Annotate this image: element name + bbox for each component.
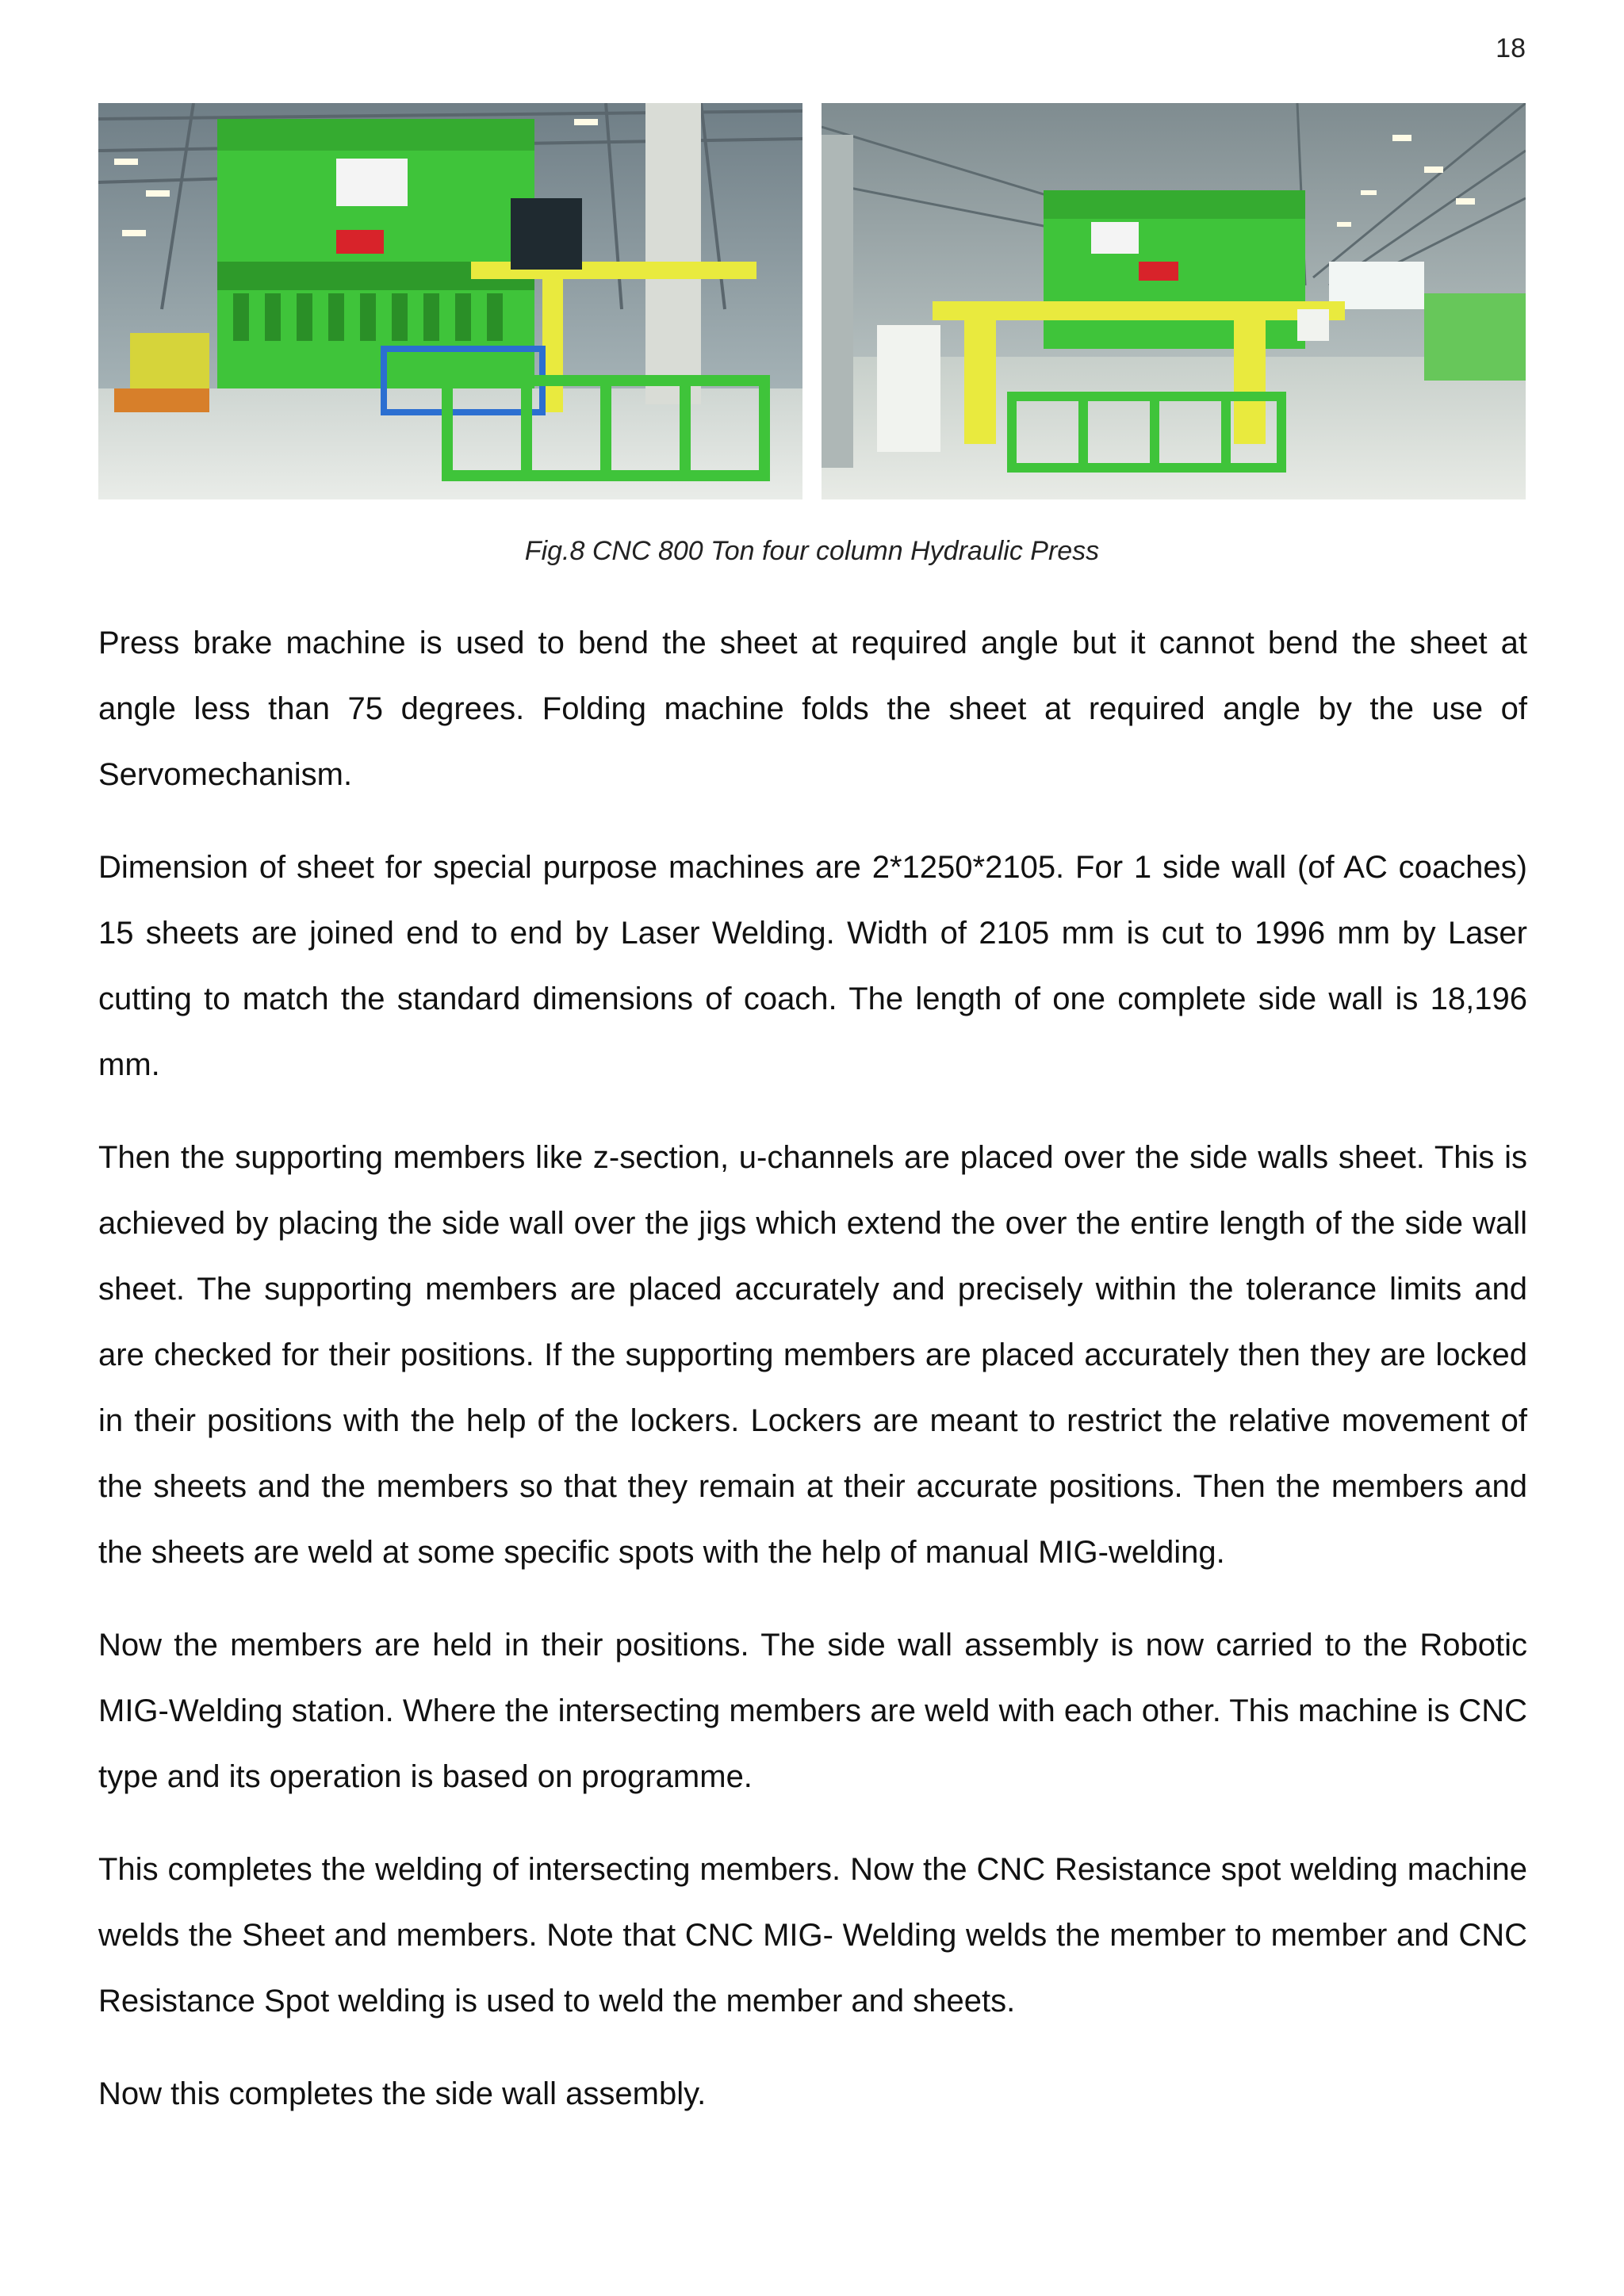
hydraulic-press-illustration-left [98,103,802,499]
figure-caption: Fig.8 CNC 800 Ton four column Hydraulic Press [524,536,1100,566]
hydraulic-press-photo-left [98,103,802,499]
paragraph-press-brake: Press brake machine is used to bend the sheet at required angle but it cannot bend the sheet at angle less than 75 degrees. Folding machine folds the sheet at required angle by the use of Servomechanism. [98,626,1527,792]
paragraph-robotic-mig-welding: Now the members are held in their positions. The side wall assembly is now carried to the Robotic MIG-Welding station. Where the intersecting members are weld with each other. This machine is CNC type and its operation is based on programme. [98,1628,1527,1794]
page-number: 18 [1496,33,1526,63]
paragraph-sheet-dimensions: Dimension of sheet for special purpose machines are 2*1250*2105. For 1 side wall (of AC coaches) 15 sheets are joined end to end by Laser Welding. Width of 2105 mm is cut to 1996 mm by Laser cutting to match the standard dimensions of coach. The length of one complete side wall is 18,196 mm. [98,850,1527,1082]
figure [98,103,1526,499]
body-text [98,610,1527,2154]
hydraulic-press-photo-right [822,103,1526,499]
paragraph-conclusion: Now this completes the side wall assembly. [98,2076,707,2111]
paragraph-resistance-spot-welding: This completes the welding of intersecting members. Now the CNC Resistance spot welding machine welds the Sheet and members. Note that CNC MIG- Welding welds the member to member and CNC Resistance Spot welding is used to weld the member and sheets. [98,1852,1527,2019]
paragraph-supporting-members: Then the supporting members like z-section, u-channels are placed over the side walls sheet. This is achieved by placing the side wall over the jigs which extend the over the entire length of the side wall sheet. The supporting members are placed accurately and precisely within the tolerance limits and are checked for their positions. If the supporting members are placed accurately then they are locked in their positions with the help of the lockers. Lockers are meant to restrict the relative movement of the sheets and the members so that they remain at their accurate positions. Then the members and the sheets are weld at some specific spots with the help of manual MIG-welding. [98,1140,1527,1570]
hydraulic-press-illustration-right [822,103,1526,499]
